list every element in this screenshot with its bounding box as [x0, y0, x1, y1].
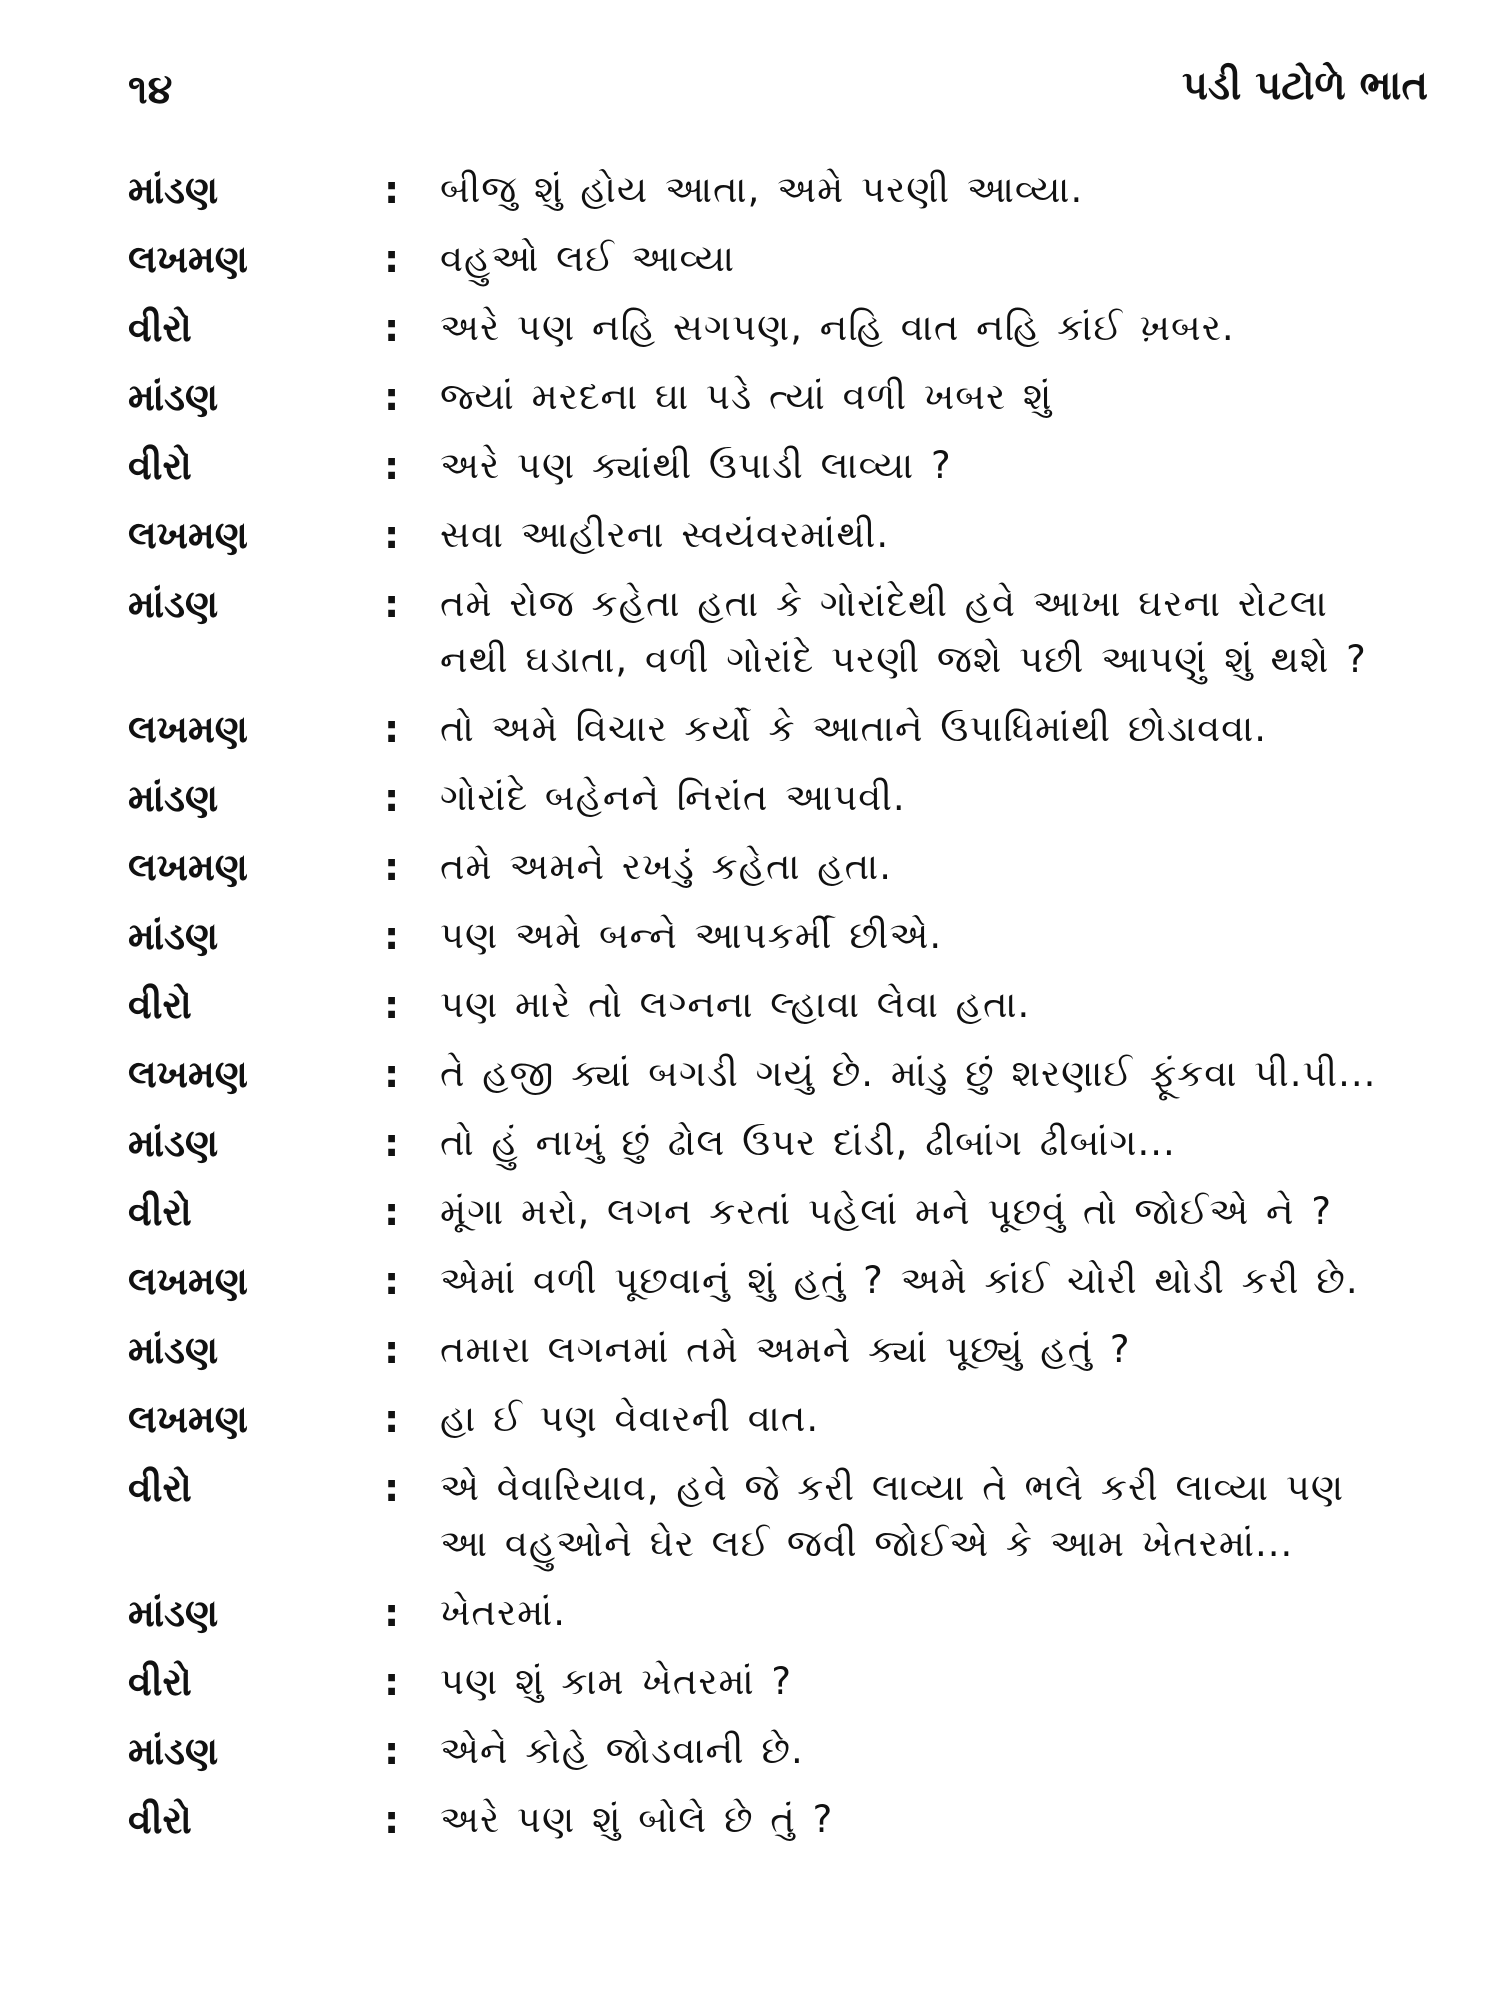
dialogue-text	[440, 1253, 1438, 1309]
dialogue-row	[128, 908, 1438, 964]
speaker-name: માંડણ	[128, 1729, 219, 1773]
dialogue-line: અરે પણ ક્યાંથી ઉપાડી લાવ્યા ?	[440, 444, 952, 487]
dialogue-row	[128, 1654, 1438, 1710]
colon-separator: :	[384, 1259, 400, 1303]
dialogue-line: મૂંગા મરો, લગન કરતાં પહેલાં મને પૂછવું તો જોઈએ ને ?	[440, 1190, 1333, 1233]
dialogue-text	[440, 1654, 1438, 1710]
dialogue-row	[128, 369, 1438, 425]
colon-separator: :	[384, 582, 400, 626]
dialogue-text	[440, 507, 1438, 563]
dialogue-row	[128, 438, 1438, 494]
dialogue-text	[440, 1115, 1438, 1171]
dialogue-text	[440, 839, 1438, 895]
speaker-name: વીરો	[128, 1466, 192, 1510]
dialogue-line: અરે પણ નહિ સગપણ, નહિ વાત નહિ કાંઈ ખ઼બર.	[440, 306, 1235, 349]
dialogue-row	[128, 701, 1438, 757]
dialogue-row	[128, 231, 1438, 287]
colon-separator: :	[384, 444, 400, 488]
speaker-name: માંડણ	[128, 776, 219, 820]
dialogue-line: એને કોહે જોડવાની છે.	[440, 1729, 804, 1772]
dialogue-text	[440, 1723, 1438, 1779]
dialogue-line: તો અમે વિચાર કર્યો કે આતાને ઉપાધિમાંથી છોડાવવા.	[440, 707, 1268, 750]
dialogue-row	[128, 162, 1438, 218]
dialogue-text	[440, 1792, 1438, 1848]
speaker-name: લખમણ	[128, 513, 248, 557]
dialogue-line: પણ અમે બન્ને આપકર્મી છીએ.	[440, 914, 943, 957]
running-title: પડી પટોળે ભાત	[1182, 63, 1428, 109]
speaker-name: લખમણ	[128, 1259, 248, 1303]
dialogue-line: તો હું નાખું છું ઢોલ ઉપર દાંડી, ઢીબાંગ ઢીબાંગ...	[440, 1121, 1176, 1164]
dialogue-line: એ વેવારિયાવ, હવે જે કરી લાવ્યા તે ભલે કરી લાવ્યા પણ	[440, 1466, 1345, 1509]
dialogue-row	[128, 1184, 1438, 1240]
dialogue-text	[440, 701, 1438, 757]
dialogue-text	[440, 1585, 1438, 1641]
dialogue-line: તમારા લગનમાં તમે અમને ક્યાં પૂછ્યું હતું ?	[440, 1328, 1131, 1371]
dialogue-text	[440, 977, 1438, 1033]
dialogue-line: એમાં વળી પૂછવાનું શું હતું ? અમે કાંઈ ચોરી થોડી કરી છે.	[440, 1259, 1359, 1302]
dialogue-text	[440, 1184, 1438, 1240]
dialogue-line: હા ઈ પણ વેવારની વાત.	[440, 1397, 820, 1440]
dialogue-line: બીજુ શું હોય આતા, અમે પરણી આવ્યા.	[440, 168, 1084, 211]
speaker-name: વીરો	[128, 1660, 192, 1704]
dialogue-row	[128, 839, 1438, 895]
colon-separator: :	[384, 237, 400, 281]
colon-separator: :	[384, 1660, 400, 1704]
dialogue-row	[128, 1322, 1438, 1378]
colon-separator: :	[384, 1591, 400, 1635]
colon-separator: :	[384, 914, 400, 958]
dialogue-row	[128, 507, 1438, 563]
colon-separator: :	[384, 168, 400, 212]
speaker-name: માંડણ	[128, 375, 219, 419]
speaker-name: માંડણ	[128, 1591, 219, 1635]
dialogue-row	[128, 1792, 1438, 1848]
dialogue-line: તમે અમને રખડું કહેતા હતા.	[440, 845, 892, 888]
dialogue-text	[440, 770, 1438, 826]
page-number: ૧૪	[128, 67, 173, 113]
colon-separator: :	[384, 1190, 400, 1234]
colon-separator: :	[384, 776, 400, 820]
colon-separator: :	[384, 1052, 400, 1096]
dialogue-text	[440, 908, 1438, 964]
dialogue-text	[440, 438, 1438, 494]
dialogue-text	[440, 1391, 1438, 1447]
dialogue-line: ગોરાંદે બહેનને નિરાંત આપવી.	[440, 776, 906, 819]
dialogue-line: તે હજી ક્યાં બગડી ગયું છે. માંડુ છું શરણાઈ ફૂંકવા પી.પી...	[440, 1052, 1377, 1095]
colon-separator: :	[384, 306, 400, 350]
dialogue-line: પણ શું કામ ખેતરમાં ?	[440, 1660, 793, 1703]
dialogue-row	[128, 770, 1438, 826]
dialogue-line: તમે રોજ કહેતા હતા કે ગોરાંદેથી હવે આખા ઘરના રોટલા	[440, 582, 1328, 625]
dialogue-row	[128, 977, 1438, 1033]
speaker-name: માંડણ	[128, 582, 219, 626]
speaker-name: માંડણ	[128, 914, 219, 958]
speaker-name: વીરો	[128, 983, 192, 1027]
dialogue-line: જ્યાં મરદના ઘા પડે ત્યાં વળી ખબર શું	[440, 375, 1053, 418]
dialogue-text	[440, 162, 1438, 218]
speaker-name: લખમણ	[128, 845, 248, 889]
colon-separator: :	[384, 1798, 400, 1842]
dialogue-text	[440, 231, 1438, 287]
speaker-name: વીરો	[128, 1190, 192, 1234]
colon-separator: :	[384, 707, 400, 751]
dialogue-row	[128, 1391, 1438, 1447]
dialogue-row	[128, 1253, 1438, 1309]
dialogue-line: નથી ઘડાતા, વળી ગોરાંદે પરણી જશે પછી આપણું શું થશે ?	[440, 638, 1367, 681]
dialogue-row	[128, 1723, 1438, 1779]
speaker-name: માંડણ	[128, 1328, 219, 1372]
colon-separator: :	[384, 1466, 400, 1510]
dialogue-line: અરે પણ શું બોલે છે તું ?	[440, 1798, 834, 1841]
dialogue-text	[440, 369, 1438, 425]
speaker-name: વીરો	[128, 1798, 192, 1842]
dialogue-line: સવા આહીરના સ્વયંવરમાંથી.	[440, 513, 890, 556]
dialogue-text	[440, 576, 1438, 688]
speaker-name: લખમણ	[128, 1397, 248, 1441]
colon-separator: :	[384, 513, 400, 557]
colon-separator: :	[384, 1121, 400, 1165]
colon-separator: :	[384, 1729, 400, 1773]
colon-separator: :	[384, 983, 400, 1027]
dialogue-line: આ વહુઓને ઘેર લઈ જવી જોઈએ કે આમ ખેતરમાં...	[440, 1522, 1294, 1565]
speaker-name: લખમણ	[128, 237, 248, 281]
speaker-name: લખમણ	[128, 1052, 248, 1096]
dialogue-row	[128, 1115, 1438, 1171]
dialogue-text	[440, 1046, 1438, 1102]
speaker-name: માંડણ	[128, 168, 219, 212]
dialogue-row	[128, 1585, 1438, 1641]
dialogue-line: ખેતરમાં.	[440, 1591, 567, 1634]
colon-separator: :	[384, 845, 400, 889]
speaker-name: વીરો	[128, 444, 192, 488]
speaker-name: લખમણ	[128, 707, 248, 751]
colon-separator: :	[384, 1397, 400, 1441]
dialogue-text	[440, 300, 1438, 356]
dialogue-line: વહુઓ લઈ આવ્યા	[440, 237, 736, 280]
dialogue-row	[128, 1460, 1438, 1572]
dialogue-list	[128, 162, 1438, 1861]
dialogue-row	[128, 576, 1438, 688]
dialogue-line: પણ મારે તો લગ્નના લ્હાવા લેવા હતા.	[440, 983, 1031, 1026]
speaker-name: વીરો	[128, 306, 192, 350]
dialogue-text	[440, 1460, 1438, 1572]
dialogue-text	[440, 1322, 1438, 1378]
colon-separator: :	[384, 1328, 400, 1372]
dialogue-row	[128, 300, 1438, 356]
speaker-name: માંડણ	[128, 1121, 219, 1165]
colon-separator: :	[384, 375, 400, 419]
dialogue-row	[128, 1046, 1438, 1102]
